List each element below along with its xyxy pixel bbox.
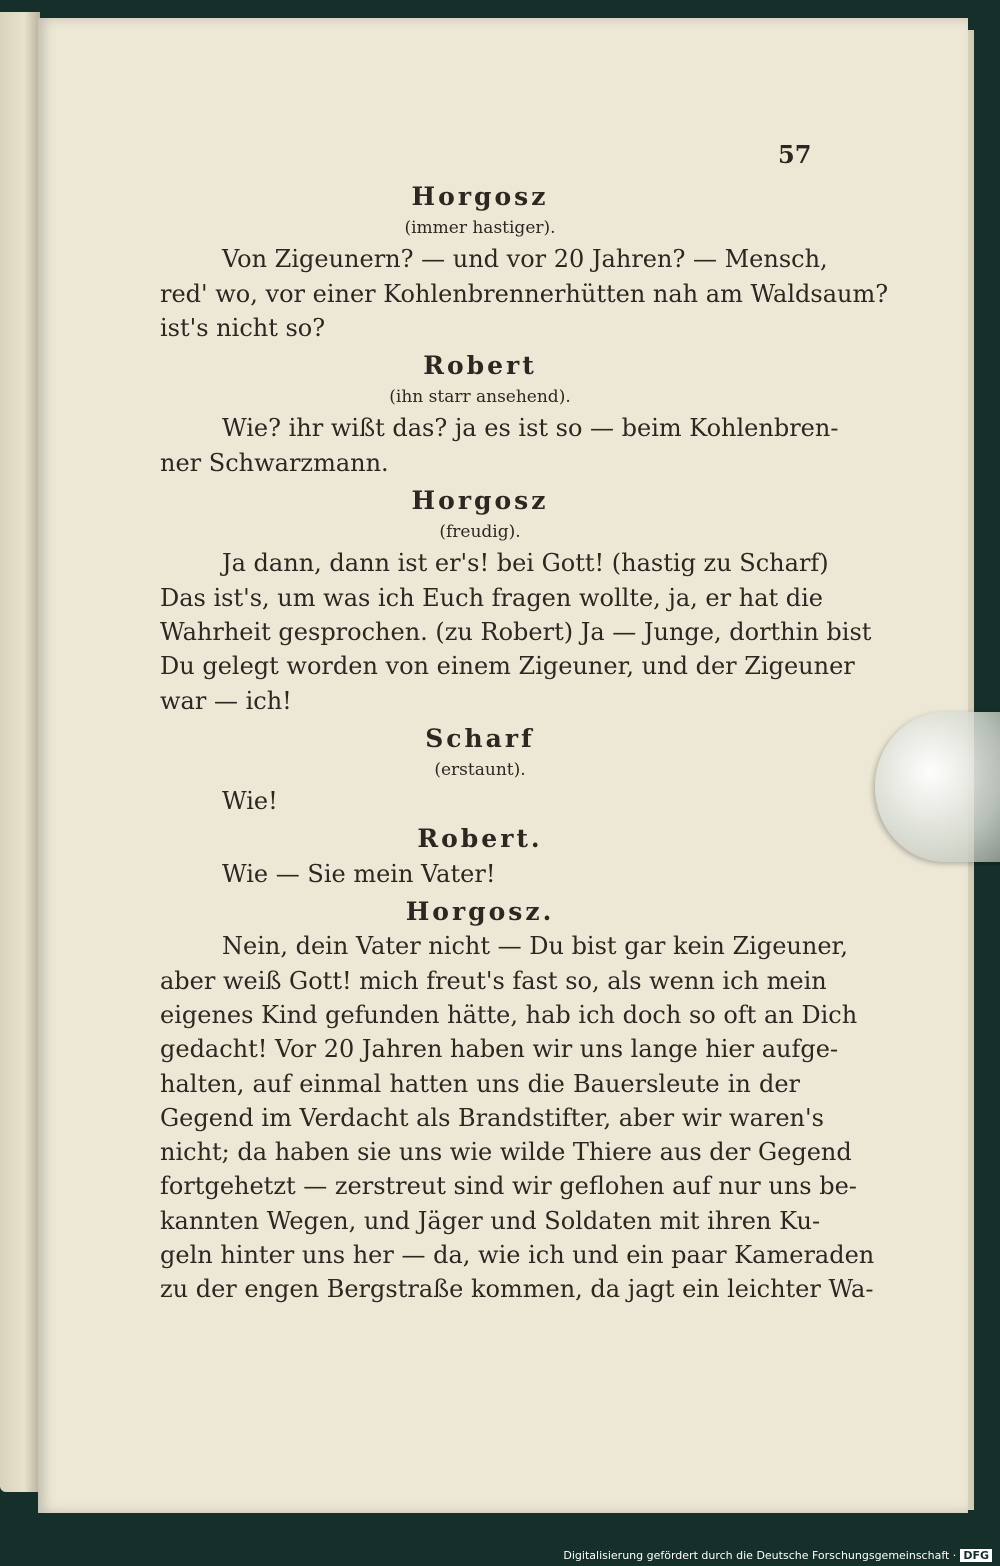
stage-direction: (freudig). (439, 522, 521, 543)
text-line: halten, auf einmal hatten uns die Bauersleute in der (160, 1069, 800, 1098)
text-line: nicht; da haben sie uns wie wilde Thiere aus der Gegend (160, 1138, 852, 1167)
stage-direction: (immer hastiger). (404, 218, 556, 239)
text-line: fortgehetzt — zerstreut sind wir geflohen auf nur uns be- (160, 1172, 857, 1201)
page-number: 57 (778, 140, 812, 169)
text-line: ner Schwarzmann. (160, 448, 389, 477)
text-line: Wie! (222, 787, 278, 816)
text-line: ist's nicht so? (160, 313, 326, 342)
text-line: zu der engen Bergstraße kommen, da jagt ein leichter Wa- (160, 1275, 874, 1304)
text-line: war — ich! (160, 686, 292, 715)
footer-credit (563, 1549, 992, 1562)
speaker-name: Robert (423, 351, 537, 381)
footer-text: Digitalisierung gefördert durch die Deutsche Forschungsgemeinschaft · (563, 1549, 957, 1562)
text-line: Ja dann, dann ist er's! bei Gott! (hastig zu Scharf) (222, 549, 829, 578)
text-line: Wie? ihr wißt das? ja es ist so — beim Kohlenbren- (222, 414, 839, 443)
text-line: Gegend im Verdacht als Brandstifter, aber wir waren's (160, 1103, 824, 1132)
text-line: Nein, dein Vater nicht — Du bist gar kein Zigeuner, (222, 932, 848, 961)
speaker-name: Horgosz. (405, 897, 555, 927)
page-text (160, 176, 889, 1307)
speaker-name: Scharf (425, 723, 535, 753)
stage-direction: (erstaunt). (434, 760, 526, 781)
dfg-logo: DFG (960, 1549, 992, 1562)
text-line: Von Zigeunern? — und vor 20 Jahren? — Mensch, (222, 245, 828, 274)
text-line: aber weiß Gott! mich freut's fast so, als wenn ich mein (160, 966, 827, 995)
facing-page-edge (0, 12, 40, 1492)
text-line: geln hinter uns her — da, wie ich und ein paar Kameraden (160, 1241, 875, 1270)
speaker-name: Robert. (417, 824, 543, 854)
speaker-name: Horgosz (411, 182, 549, 211)
stage-direction: (ihn starr ansehend). (389, 387, 571, 408)
text-line: Wahrheit gesprochen. (zu Robert) Ja — Junge, dorthin bist (160, 617, 872, 646)
text-line: eigenes Kind gefunden hätte, hab ich doch so oft an Dich (160, 1000, 858, 1029)
text-line: Du gelegt worden von einem Zigeuner, und der Zigeuner (160, 652, 855, 681)
text-line: Das ist's, um was ich Euch fragen wollte, ja, er hat die (160, 583, 824, 612)
text-line: Wie — Sie mein Vater! (222, 859, 496, 888)
text-line: gedacht! Vor 20 Jahren haben wir uns lange hier aufge- (160, 1035, 839, 1064)
text-line: kannten Wegen, und Jäger und Soldaten mit ihren Ku- (160, 1206, 821, 1235)
speaker-name: Horgosz (411, 486, 549, 516)
text-line: red' wo, vor einer Kohlenbrennerhütten nah am Waldsaum? (160, 279, 889, 308)
